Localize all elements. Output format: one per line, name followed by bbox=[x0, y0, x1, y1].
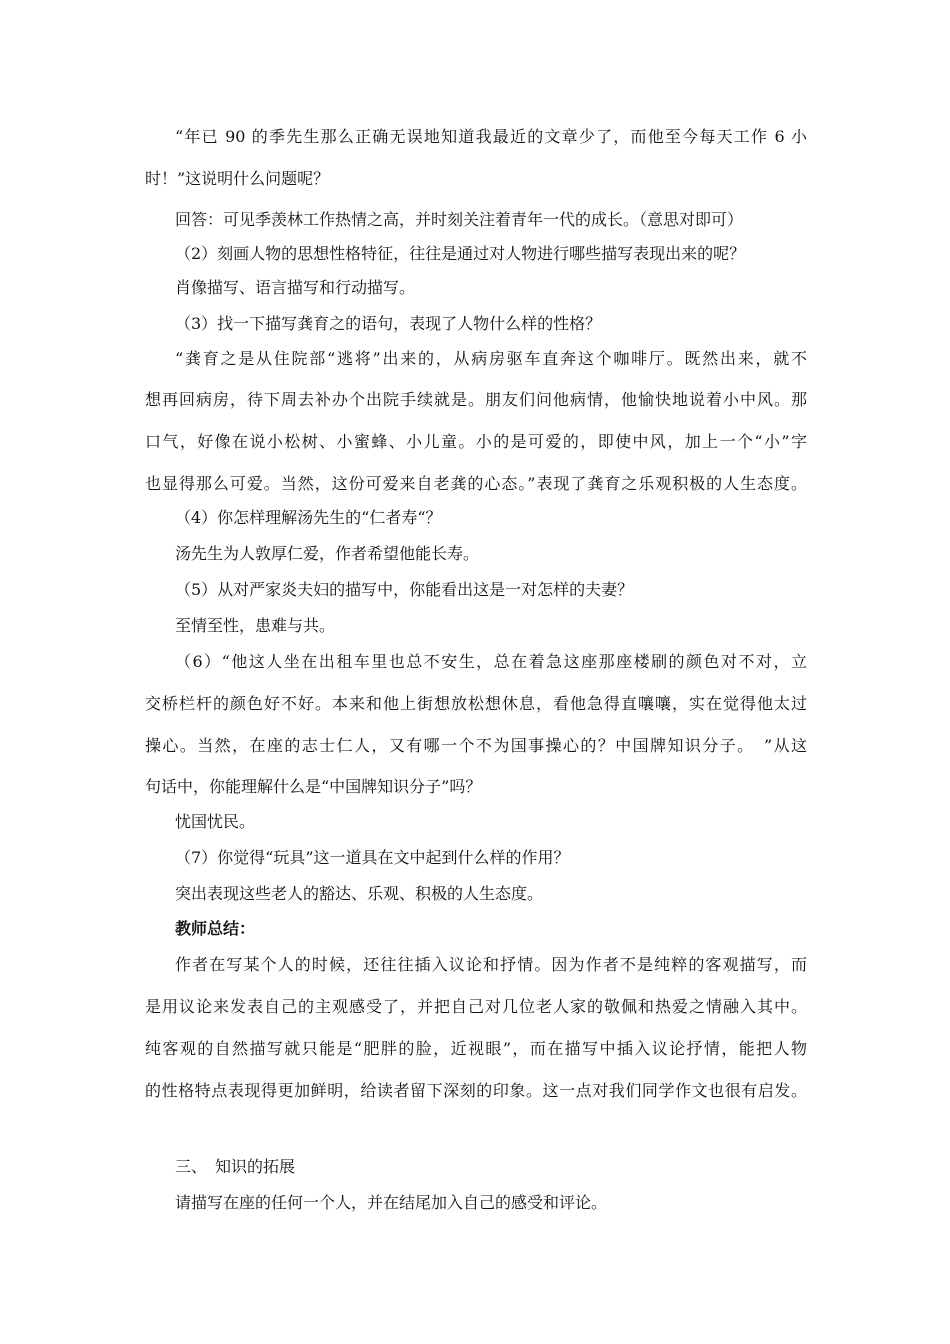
text-line: 口气，好像在说小松树、小蜜蜂、小儿童。小的是可爱的，即使中风，加上一个“小”字 bbox=[145, 432, 807, 451]
text-line: 交桥栏杆的颜色好不好。本来和他上街想放松想休息，看他急得直嚷嚷，实在觉得他太过 bbox=[145, 694, 807, 713]
text-line: （6）“他这人坐在出租车里也总不安生，总在着急这座那座楼刷的颜色对不对，立 bbox=[175, 652, 807, 671]
text-line: （4）你怎样理解汤先生的“仁者寿“？ bbox=[175, 508, 442, 527]
text-line: 至情至性，患难与共。 bbox=[175, 616, 336, 635]
text-line: 汤先生为人敦厚仁爱，作者希望他能长寿。 bbox=[175, 544, 480, 563]
text-line: 操心。当然，在座的志士仁人，又有哪一个不为国事操心的？中国牌知识分子。 ”从这 bbox=[145, 736, 807, 755]
text-line: 作者在写某个人的时候，还往往插入议论和抒情。因为作者不是纯粹的客观描写，而 bbox=[175, 955, 807, 974]
text-line: 突出表现这些老人的豁达、乐观、积极的人生态度。 bbox=[175, 884, 544, 903]
text-line: 忧国忧民。 bbox=[175, 812, 256, 831]
text-line: （7）你觉得“玩具”这一道具在文中起到什么样的作用？ bbox=[175, 848, 570, 867]
section-heading: 教师总结： bbox=[175, 919, 256, 938]
text-line: 纯客观的自然描写就只能是“肥胖的脸，近视眼”，而在描写中插入议论抒情，能把人物 bbox=[145, 1039, 807, 1058]
text-line: 是用议论来发表自己的主观感受了，并把自己对几位老人家的敬佩和热爱之情融入其中。 bbox=[145, 997, 807, 1016]
text-line: 句话中，你能理解什么是“中国牌知识分子”吗？ bbox=[145, 777, 482, 796]
text-line: （3）找一下描写龚育之的语句，表现了人物什么样的性格？ bbox=[175, 314, 602, 333]
text-line: 也显得那么可爱。当然，这份可爱来自老龚的心态。”表现了龚育之乐观积极的人生态度。 bbox=[145, 474, 807, 493]
text-line: “龚育之是从住院部“逃将”出来的，从病房驱车直奔这个咖啡厅。既然出来，就不 bbox=[175, 349, 807, 368]
text-line: 回答：可见季羡林工作热情之高，并时刻关注着青年一代的成长。（意思对即可） bbox=[175, 210, 744, 229]
text-line: （2）刻画人物的思想性格特征，往往是通过对人物进行哪些描写表现出来的呢？ bbox=[175, 244, 746, 263]
text-line: （5）从对严家炎夫妇的描写中，你能看出这是一对怎样的夫妻？ bbox=[175, 580, 634, 599]
section-heading: 三、 知识的拓展 bbox=[175, 1157, 296, 1176]
text-line: 请描写在座的任何一个人，并在结尾加入自己的感受和评论。 bbox=[175, 1193, 608, 1212]
text-line: 肖像描写、语言描写和行动描写。 bbox=[175, 278, 416, 297]
text-line: 时！”这说明什么问题呢？ bbox=[145, 169, 330, 188]
text-line: “年已 90 的季先生那么正确无误地知道我最近的文章少了，而他至今每天工作 6 小 bbox=[175, 127, 807, 146]
text-line: 想再回病房，待下周去补办个出院手续就是。朋友们问他病情，他愉快地说着小中风。那 bbox=[145, 390, 807, 409]
text-line: 的性格特点表现得更加鲜明，给读者留下深刻的印象。这一点对我们同学作文也很有启发。 bbox=[145, 1081, 807, 1100]
